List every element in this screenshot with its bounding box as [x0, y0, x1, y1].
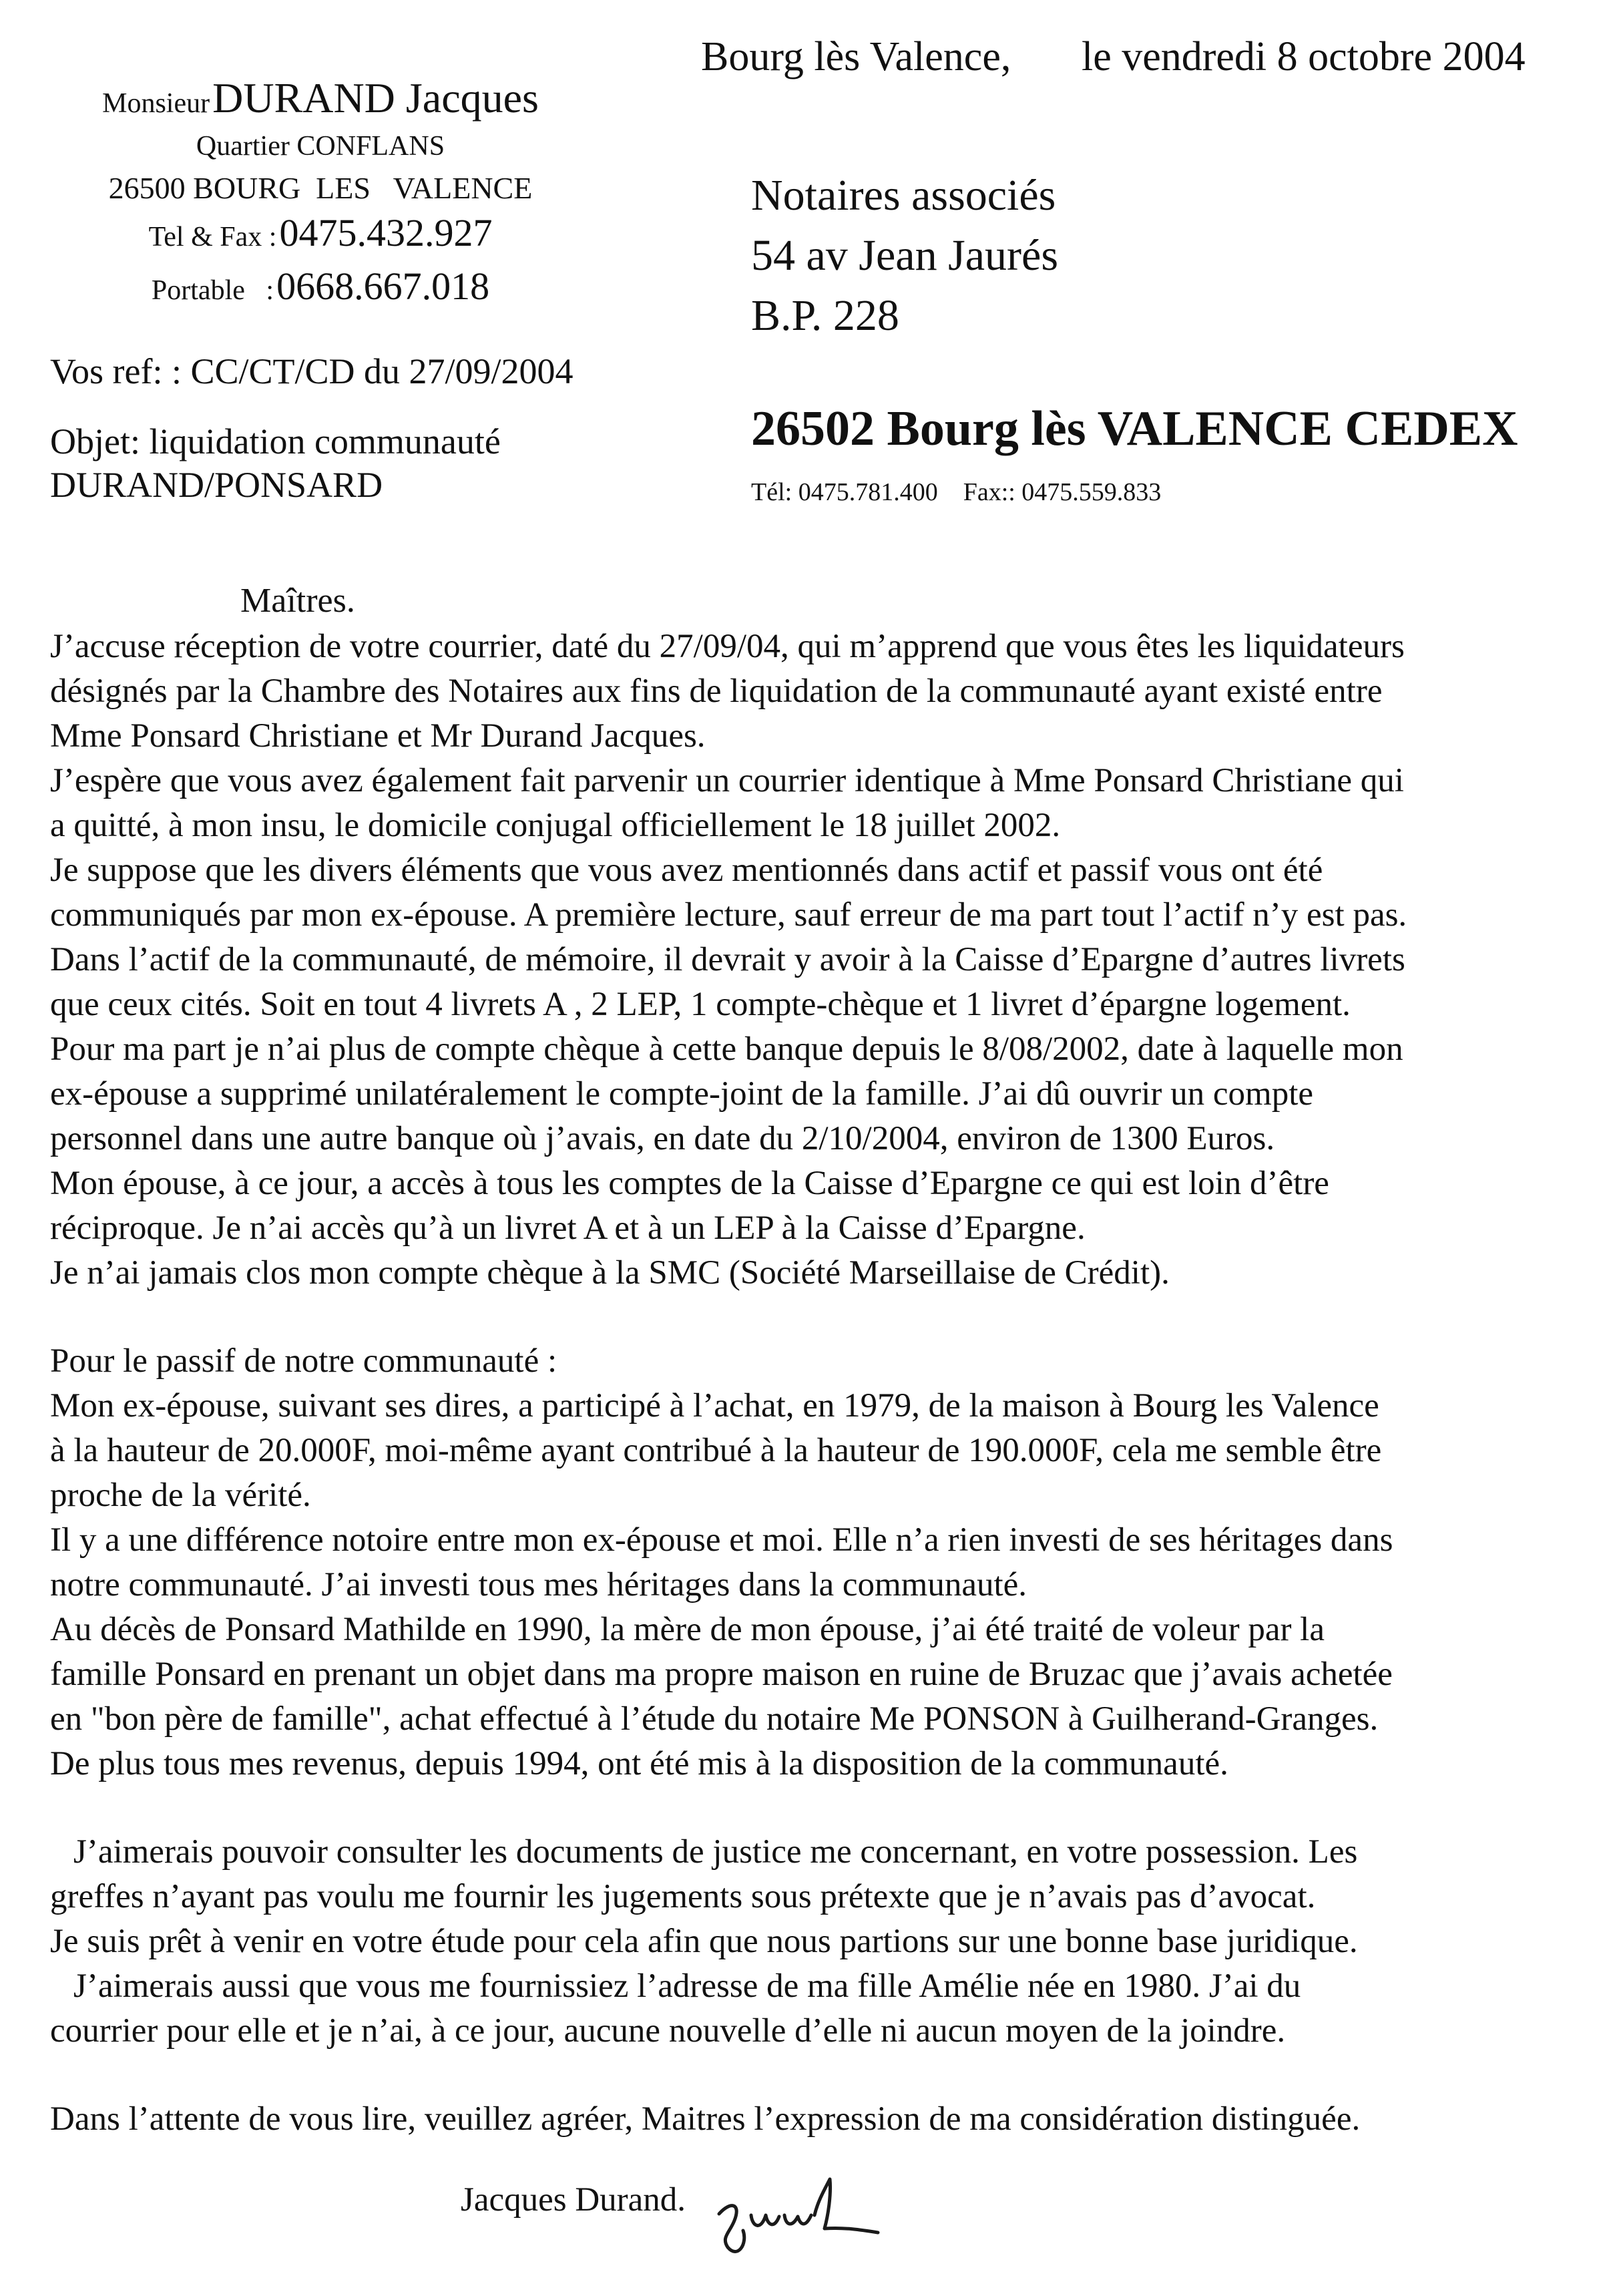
body-line: famille Ponsard en prenant un objet dans ma propre maison en ruine de Bruzac que j’avais achetée [50, 1656, 1393, 1693]
recipient-line-2: 54 av Jean Jaurés [751, 231, 1059, 280]
sender-phone [0, 210, 641, 255]
recipient-line-1: Notaires associés [751, 171, 1056, 220]
recipient-contact: Tél: 0475.781.400 Fax:: 0475.559.833 [751, 478, 1162, 506]
body-line: De plus tous mes revenus, depuis 1994, ont été mis à la disposition de la communauté. [50, 1745, 1228, 1782]
body-line: J’aimerais aussi que vous me fournissiez l’adresse de ma fille Amélie née en 1980. J’ai du [73, 1967, 1301, 2005]
sender-address [0, 170, 641, 206]
closing-line: Dans l’attente de vous lire, veuillez agréer, Maitres l’expression de ma considération distinguée. [50, 2100, 1361, 2138]
body-line: Pour ma part je n’ai plus de compte chèque à cette banque depuis le 8/08/2002, date à laquelle mon [50, 1030, 1403, 1068]
sender-civility-name [0, 73, 641, 123]
body-line: Je n’ai jamais clos mon compte chèque à la SMC (Société Marseillaise de Crédit). [50, 1254, 1170, 1292]
letter-place: Bourg lès Valence, [701, 34, 1011, 79]
reference: Vos ref: : CC/CT/CD du 27/09/2004 [50, 351, 573, 391]
sender-phone-number: 0475.432.927 [279, 211, 493, 254]
letter-body [50, 624, 1586, 2142]
body-line: en "bon père de famille", achat effectué à l’étude du notaire Me PONSON à Guilherand-Granges. [50, 1700, 1379, 1738]
body-line: communiqués par mon ex-épouse. A première lecture, sauf erreur de ma part tout l’actif n’y est pas. [50, 896, 1407, 934]
body-line: ex-épouse a supprimé unilatéralement le compte-joint de la famille. J’ai dû ouvrir un compte [50, 1075, 1314, 1113]
sender-city: BOURG LES VALENCE [193, 171, 533, 205]
sender-name: DURAND Jacques [212, 74, 539, 122]
subject-line-2: DURAND/PONSARD [50, 465, 383, 505]
body-line: Mon ex-épouse, suivant ses dires, a participé à l’achat, en 1979, de la maison à Bourg les Valence [50, 1387, 1379, 1424]
body-line: a quitté, à mon insu, le domicile conjugal officiellement le 18 juillet 2002. [50, 807, 1061, 844]
body-line: Mon épouse, à ce jour, a accès à tous les comptes de la Caisse d’Epargne ce qui est loin d’être [50, 1165, 1329, 1202]
body-line: Au décès de Ponsard Mathilde en 1990, la mère de mon épouse, j’ai été traité de voleur par la [50, 1611, 1325, 1648]
paragraph-actif [50, 624, 1586, 1296]
body-line: J’espère que vous avez également fait parvenir un courrier identique à Mme Ponsard Christiane qui [50, 762, 1404, 799]
body-line: réciproque. Je n’ai accès qu’à un livret A et à un LEP à la Caisse d’Epargne. [50, 1209, 1086, 1247]
paragraph-gap [50, 1296, 1586, 1339]
handwritten-signature [711, 2174, 885, 2267]
body-line: Mme Ponsard Christiane et Mr Durand Jacques. [50, 717, 706, 755]
body-line: Dans l’actif de la communauté, de mémoire, il devrait y avoir à la Caisse d’Epargne d’autres livrets [50, 941, 1405, 978]
body-line: Pour le passif de notre communauté : [50, 1342, 557, 1380]
recipient-city: 26502 Bourg lès VALENCE CEDEX [751, 401, 1518, 456]
sender-phone-label: Tel & Fax : [148, 222, 277, 252]
sender-postcode: 26500 [108, 171, 186, 205]
body-line: Je suis prêt à venir en votre étude pour cela afin que nous partions sur une bonne base juridique. [50, 1923, 1358, 1960]
body-line: personnel dans une autre banque où j’avais, en date du 2/10/2004, environ de 1300 Euros. [50, 1120, 1275, 1157]
paragraph-gap [50, 1786, 1586, 1830]
body-line: proche de la vérité. [50, 1477, 311, 1514]
body-line: à la hauteur de 20.000F, moi-même ayant contribué à la hauteur de 190.000F, cela me semble être [50, 1432, 1382, 1469]
body-line: notre communauté. J’ai investi tous mes héritages dans la communauté. [50, 1566, 1027, 1603]
sender-district: Quartier CONFLANS [196, 131, 445, 162]
sender-mobile [0, 264, 641, 309]
body-line: greffes n’ayant pas voulu me fournir les jugements sous prétexte que je n’avais pas d’avocat. [50, 1878, 1316, 1915]
paragraph-requests [50, 1830, 1586, 2054]
body-line: J’accuse réception de votre courrier, daté du 27/09/04, qui m’apprend que vous êtes les liquidateurs [50, 628, 1405, 665]
paragraph-gap [50, 2054, 1586, 2097]
subject-line-1: Objet: liquidation communauté [50, 421, 501, 461]
body-line: courrier pour elle et je n’ai, à ce jour, aucune nouvelle d’elle ni aucun moyen de la joindre. [50, 2012, 1286, 2050]
signature-name: Jacques Durand. [461, 2181, 686, 2219]
body-line: Il y a une différence notoire entre mon ex-épouse et moi. Elle n’a rien investi de ses héritages dans [50, 1521, 1393, 1559]
sender-mobile-label: Portable : [151, 275, 274, 306]
sender-mobile-number: 0668.667.018 [276, 264, 490, 308]
recipient-line-3: B.P. 228 [751, 291, 899, 340]
greeting: Maîtres. [240, 582, 355, 620]
letter-date: le vendredi 8 octobre 2004 [1082, 34, 1526, 79]
body-line: que ceux cités. Soit en tout 4 livrets A , 2 LEP, 1 compte-chèque et 1 livret d’épargne logement. [50, 986, 1351, 1023]
body-line: J’aimerais pouvoir consulter les documents de justice me concernant, en votre possession. Les [73, 1833, 1358, 1871]
body-line: Je suppose que les divers éléments que vous avez mentionnés dans actif et passif vous ont été [50, 851, 1323, 889]
sender-civility: Monsieur [102, 88, 210, 119]
body-line: désignés par la Chambre des Notaires aux fins de liquidation de la communauté ayant existé entre [50, 673, 1383, 710]
paragraph-passif [50, 1339, 1586, 1786]
